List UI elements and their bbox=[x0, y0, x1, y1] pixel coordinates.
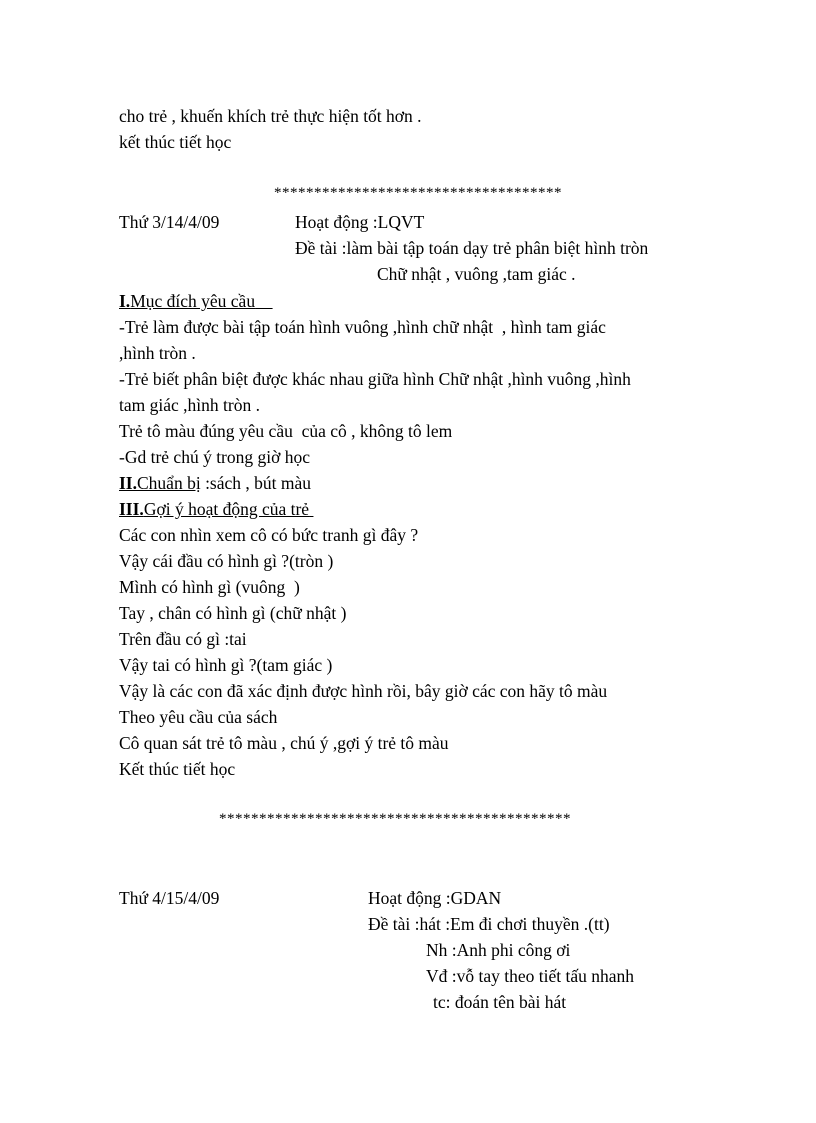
activity-line: Trên đầu có gì :tai bbox=[119, 629, 247, 649]
lesson-sub-item: tc: đoán tên bài hát bbox=[433, 992, 567, 1012]
goal-line: Trẻ tô màu đúng yêu cầu của cô , không tô lem bbox=[119, 421, 453, 441]
activity-line: Tay , chân có hình gì (chữ nhật ) bbox=[119, 603, 347, 623]
activity-line: Theo yêu cầu của sách bbox=[119, 707, 278, 727]
activity-line: Vậy cái đầu có hình gì ?(tròn ) bbox=[119, 551, 334, 571]
lesson-activity: Hoạt động :LQVT bbox=[295, 212, 425, 232]
activity-line: Các con nhìn xem cô có bức tranh gì đây ? bbox=[119, 525, 419, 545]
goal-line: -Trẻ biết phân biệt được khác nhau giữa hình Chữ nhật ,hình vuông ,hình bbox=[119, 369, 631, 389]
activity-line: Cô quan sát trẻ tô màu , chú ý ,gợi ý trẻ tô màu bbox=[119, 733, 449, 753]
lesson-date: Thứ 3/14/4/09 bbox=[119, 212, 220, 232]
lesson-topic: Đề tài :làm bài tập toán dạy trẻ phân biệt hình tròn bbox=[295, 238, 649, 258]
section-heading-prep: II.Chuẩn bị :sách , bút màu bbox=[119, 473, 312, 493]
goal-line: tam giác ,hình tròn . bbox=[119, 395, 260, 415]
section-heading-goals: I.Mục đích yêu cầu bbox=[119, 291, 256, 311]
separator: ******************************************** bbox=[219, 811, 571, 827]
goal-line: -Trẻ làm được bài tập toán hình vuông ,hình chữ nhật , hình tam giác bbox=[119, 317, 606, 337]
lesson-topic: Đề tài :hát :Em đi chơi thuyền .(tt) bbox=[368, 914, 610, 934]
lesson-topic-cont: Chữ nhật , vuông ,tam giác . bbox=[377, 264, 576, 284]
activity-line: Kết thúc tiết học bbox=[119, 759, 236, 779]
text-line: cho trẻ , khuến khích trẻ thực hiện tốt hơn . bbox=[119, 106, 422, 126]
lesson-sub-item: Vđ :vỗ tay theo tiết tấu nhanh bbox=[426, 966, 635, 986]
goal-line: ,hình tròn . bbox=[119, 343, 196, 363]
lesson-date: Thứ 4/15/4/09 bbox=[119, 888, 220, 908]
activity-line: Mình có hình gì (vuông ) bbox=[119, 577, 300, 597]
activity-line: Vậy tai có hình gì ?(tam giác ) bbox=[119, 655, 333, 675]
text-line: kết thúc tiết học bbox=[119, 132, 232, 152]
lesson-activity: Hoạt động :GDAN bbox=[368, 888, 502, 908]
section-heading-activities: III.Gợi ý hoạt động của trẻ bbox=[119, 499, 310, 519]
activity-line: Vậy là các con đã xác định được hình rồi, bây giờ các con hãy tô màu bbox=[119, 681, 608, 701]
goal-line: -Gd trẻ chú ý trong giờ học bbox=[119, 447, 311, 467]
lesson-sub-item: Nh :Anh phi công ơi bbox=[426, 940, 571, 960]
separator: ************************************ bbox=[274, 185, 562, 201]
